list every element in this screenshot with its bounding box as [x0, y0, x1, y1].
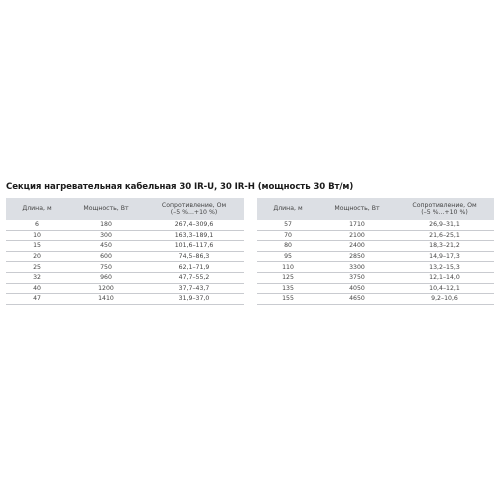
cell-power: 3300 — [319, 262, 395, 273]
header-length: Длина, м — [257, 198, 319, 220]
cell-resistance: 267,4–309,6 — [144, 220, 244, 230]
cell-length: 25 — [6, 262, 68, 273]
header-resistance-line1: Сопротивление, Ом — [161, 201, 227, 209]
table-row — [6, 251, 244, 262]
table-row — [257, 251, 494, 262]
table-row — [6, 220, 244, 230]
page-title: Секция нагревательная кабельная 30 IR-U, 30 IR-H (мощность 30 Вт/м) — [6, 182, 354, 192]
header-resistance-line1: Сопротивление, Ом — [412, 201, 477, 209]
table-row — [6, 230, 244, 241]
table-row — [6, 262, 244, 273]
cell-power: 2100 — [319, 230, 395, 241]
cell-length: 32 — [6, 272, 68, 283]
table-row — [257, 262, 494, 273]
cell-power: 1200 — [68, 283, 144, 294]
table-row — [257, 294, 494, 305]
cell-power: 180 — [68, 220, 144, 230]
cell-length: 80 — [257, 241, 319, 252]
cell-length: 125 — [257, 272, 319, 283]
cell-power: 960 — [68, 272, 144, 283]
table-header-row — [6, 198, 244, 220]
cell-length: 57 — [257, 220, 319, 230]
cell-power: 3750 — [319, 272, 395, 283]
cell-power: 300 — [68, 230, 144, 241]
cell-length: 10 — [6, 230, 68, 241]
cell-power: 450 — [68, 241, 144, 252]
cell-power: 2850 — [319, 251, 395, 262]
cell-resistance: 10,4–12,1 — [395, 283, 494, 294]
cell-length: 40 — [6, 283, 68, 294]
table-row — [257, 241, 494, 252]
header-power: Мощность, Вт — [319, 198, 395, 220]
cell-power: 750 — [68, 262, 144, 273]
cell-power: 2400 — [319, 241, 395, 252]
table-row — [6, 241, 244, 252]
cell-length: 15 — [6, 241, 68, 252]
cell-length: 95 — [257, 251, 319, 262]
header-resistance — [144, 198, 244, 220]
cell-power: 4050 — [319, 283, 395, 294]
header-resistance-line2: (–5 %...+10 %) — [421, 209, 468, 216]
cell-resistance: 9,2–10,6 — [395, 294, 494, 305]
cell-resistance: 26,9–31,1 — [395, 220, 494, 230]
cell-power: 1710 — [319, 220, 395, 230]
cell-resistance: 14,9–17,3 — [395, 251, 494, 262]
cell-length: 70 — [257, 230, 319, 241]
table-row — [257, 272, 494, 283]
table-row — [257, 283, 494, 294]
table-row — [6, 283, 244, 294]
cell-length: 155 — [257, 294, 319, 305]
resistance-table-right — [257, 198, 494, 305]
cell-resistance: 37,7–43,7 — [144, 283, 244, 294]
cell-resistance: 21,6–25,1 — [395, 230, 494, 241]
cell-length: 135 — [257, 283, 319, 294]
cell-resistance: 18,3–21,2 — [395, 241, 494, 252]
cell-resistance: 163,3–189,1 — [144, 230, 244, 241]
table-header-row — [257, 198, 494, 220]
cell-length: 110 — [257, 262, 319, 273]
header-resistance-line2: (–5 %...+10 %) — [170, 209, 218, 216]
cell-resistance: 74,5–86,3 — [144, 251, 244, 262]
table-row — [257, 220, 494, 230]
header-resistance — [395, 198, 494, 220]
cell-length: 20 — [6, 251, 68, 262]
cell-length: 47 — [6, 294, 68, 305]
table-row — [6, 294, 244, 305]
cell-resistance: 47,7–55,2 — [144, 272, 244, 283]
header-length: Длина, м — [6, 198, 68, 220]
table-row — [257, 230, 494, 241]
cell-power: 1410 — [68, 294, 144, 305]
cell-power: 4650 — [319, 294, 395, 305]
cell-resistance: 62,1–71,9 — [144, 262, 244, 273]
cell-length: 6 — [6, 220, 68, 230]
cell-power: 600 — [68, 251, 144, 262]
header-power: Мощность, Вт — [68, 198, 144, 220]
cell-resistance: 13,2–15,3 — [395, 262, 494, 273]
cell-resistance: 12,1–14,0 — [395, 272, 494, 283]
table-row — [6, 272, 244, 283]
cell-resistance: 31,9–37,0 — [144, 294, 244, 305]
resistance-table-left — [6, 198, 244, 305]
cell-resistance: 101,6–117,6 — [144, 241, 244, 252]
